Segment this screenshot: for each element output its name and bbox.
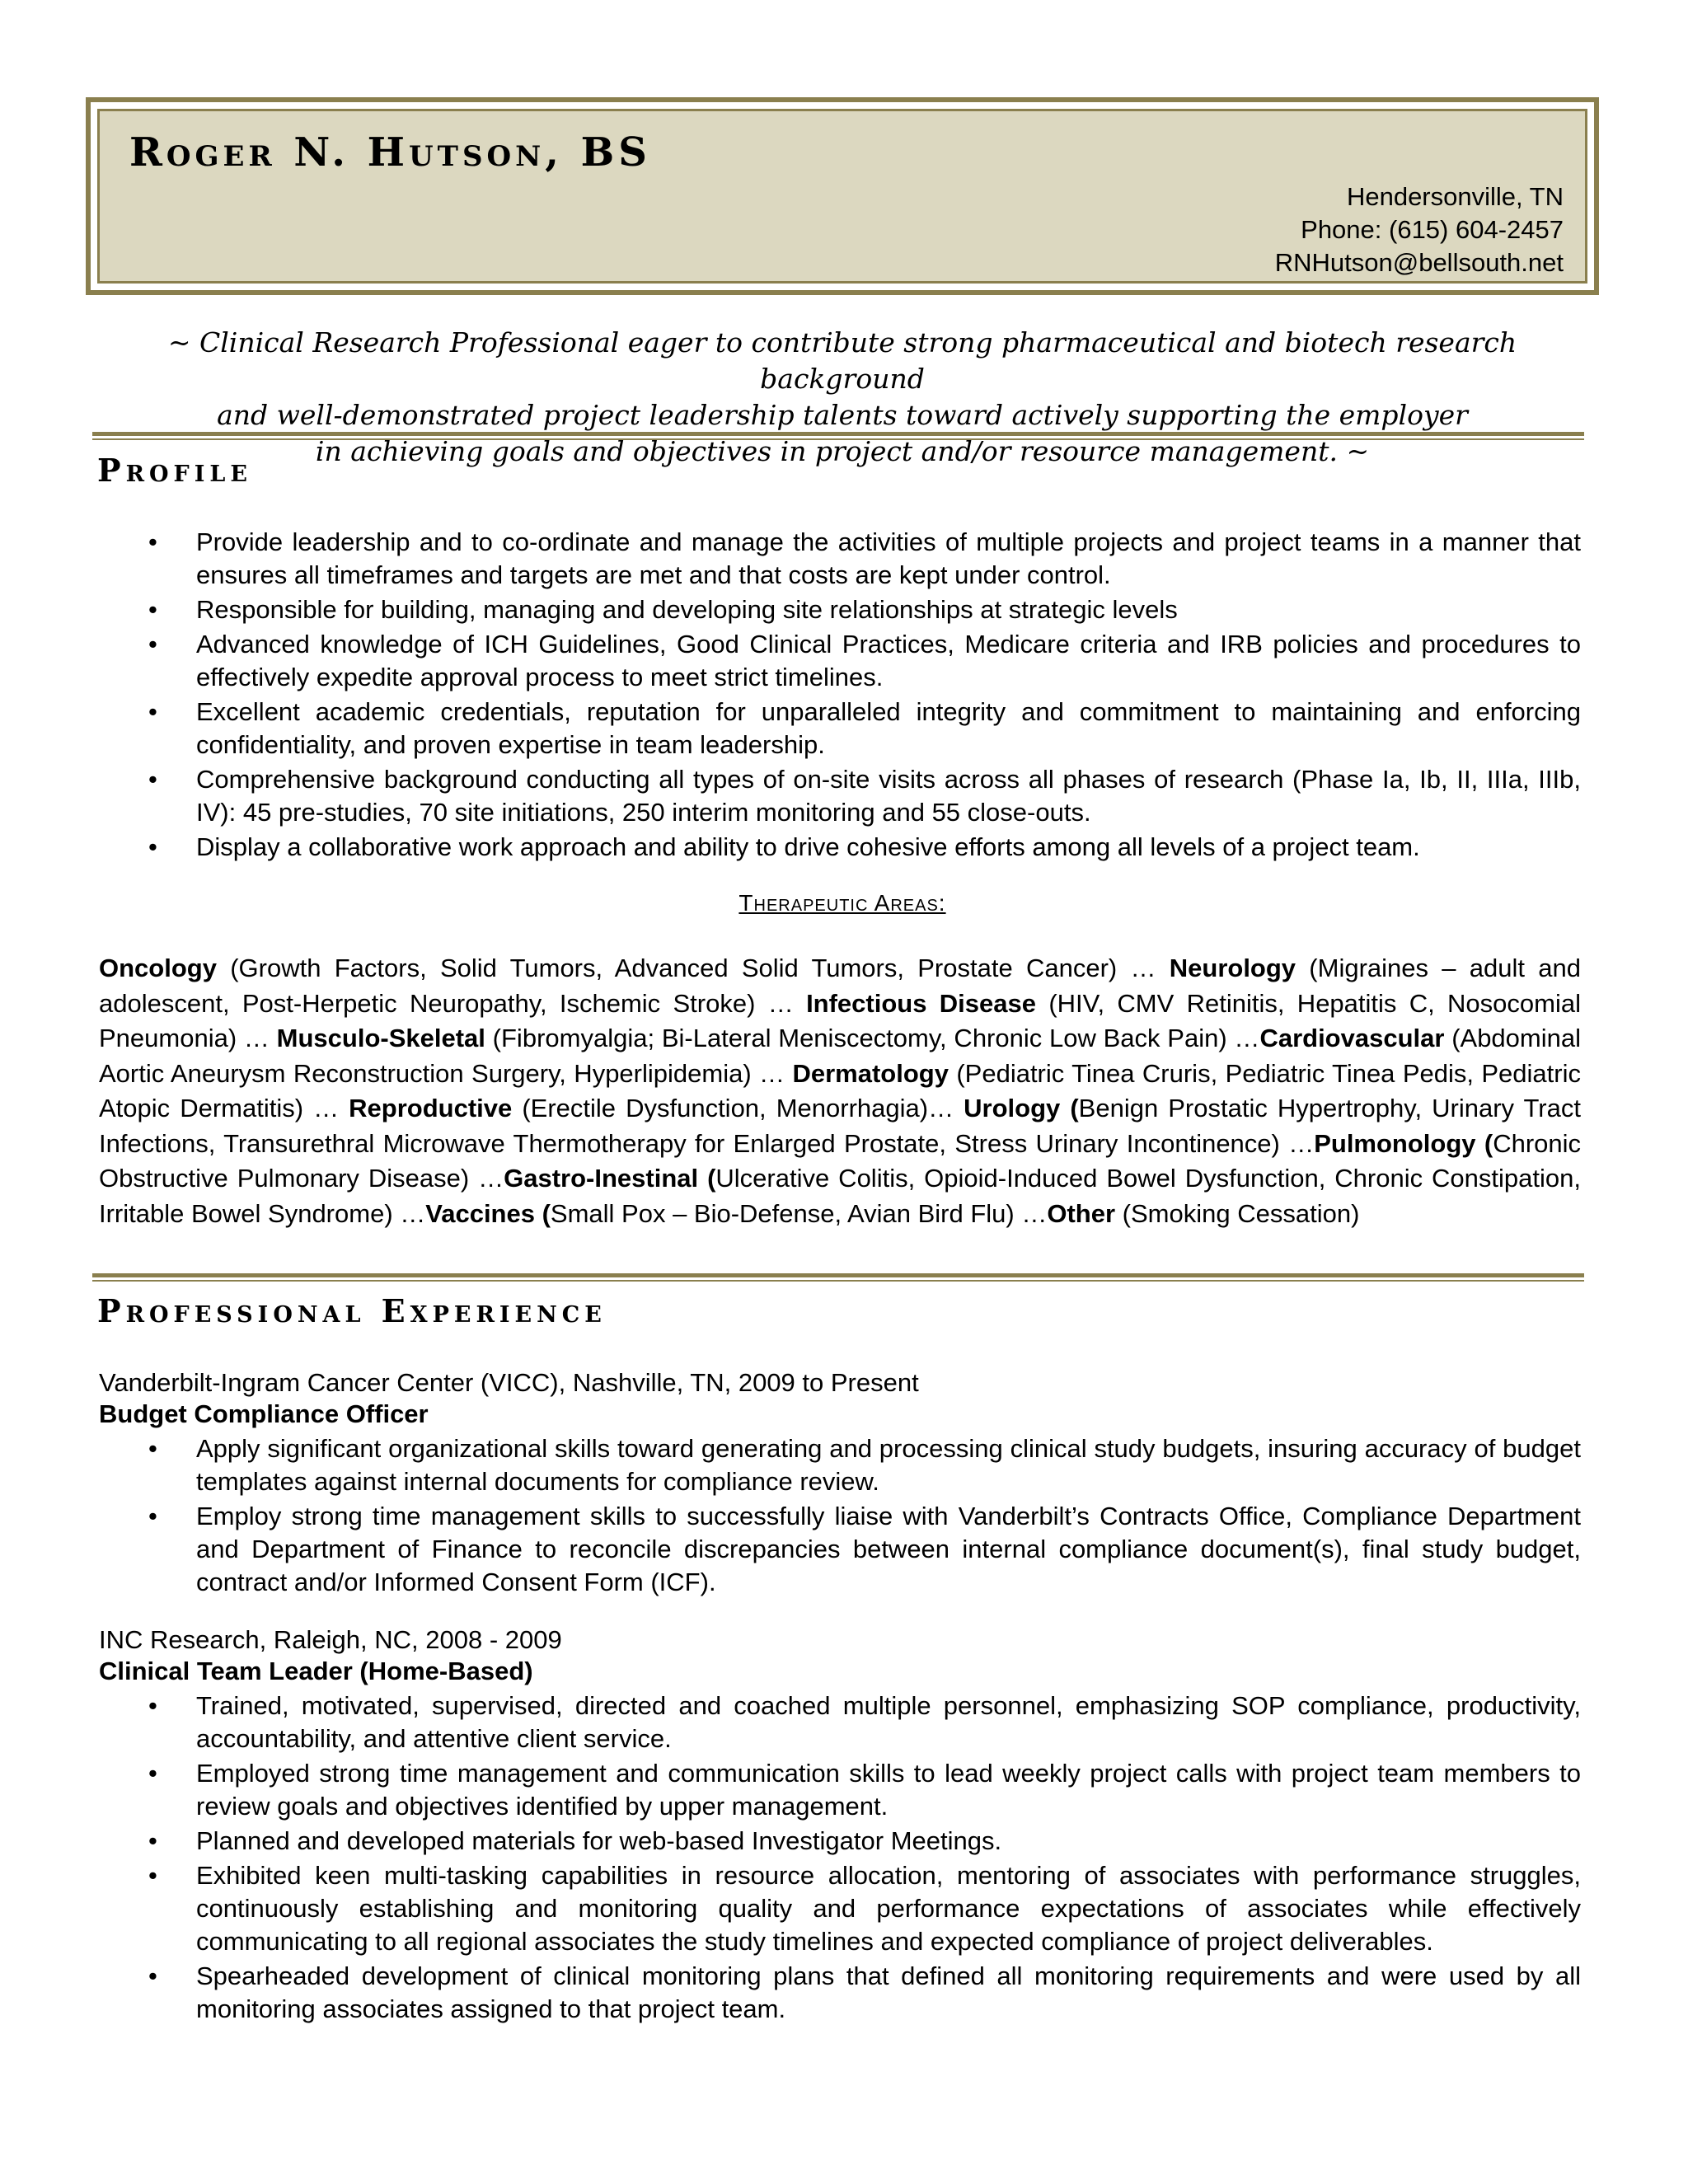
area-detail: (Fibromyalgia; Bi-Lateral Meniscectomy, Chronic Low Back Pain) … [485,1024,1260,1052]
job-bullets [196,1690,1581,2027]
profile-bullet: • Excellent academic credentials, reputation for unparalleled integrity and commitment to maintaining and enforcing confidentiality, and proven expertise in team leadership. [196,696,1581,762]
contact-city: Hendersonville, TN [1346,182,1564,211]
area-name: Dermatology [792,1058,949,1088]
header-inner [97,109,1587,284]
area-detail: (Abdominal Aortic Aneurysm Reconstruction Surgery, Hyperlipidemia) … [99,1024,1581,1088]
header-box [86,97,1599,295]
job-bullet: • Exhibited keen multi-tasking capabilities in resource allocation, mentoring of associates with performance struggles, continuously establishing and monitoring quality and performance expectations of associates while effectively communicating to all regional associates the study timelines and expected compliance of project deliverables. [196,1859,1581,1958]
contact-phone: Phone: (615) 604-2457 [1301,215,1564,244]
section-divider [92,1273,1584,1282]
area-detail: Chronic Obstructive Pulmonary Disease) … [99,1128,1582,1193]
tagline [86,325,1599,470]
area-detail: (Pediatric Tinea Cruris, Pediatric Tinea Pedis, Pediatric Atopic Dermatitis) … [99,1058,1581,1122]
area-name: Pulmonology ( [1314,1128,1493,1158]
area-name: Musculo-Skeletal [276,1024,485,1052]
area-detail: Small Pox – Bio-Defense, Avian Bird Flu) … [550,1198,1048,1228]
therapeutic-areas-paragraph [99,951,1581,1231]
job-bullet: • Spearheaded development of clinical monitoring plans that defined all monitoring requirements and were used by all monitoring associates assigned to that project team. [196,1960,1581,2026]
job-employer: Vanderbilt-Ingram Cancer Center (VICC), Nashville, TN, 2009 to Present [99,1368,919,1397]
tagline-line: and well-demonstrated project leadership talents toward actively supporting the employer [217,399,1468,431]
area-detail: (Growth Factors, Solid Tumors, Advanced Solid Tumors, Prostate Cancer) … [216,954,1170,982]
area-detail: (Smoking Cessation) [1115,1198,1360,1228]
area-detail: (HIV, CMV Retinitis, Hepatitis C, Nosocomial Pneumonia) … [99,988,1581,1052]
area-detail: Benign Prostatic Hypertrophy, Urinary Tract Infections, Transurethral Microwave Thermotherapy for Enlarged Prostate, Stress Urinary Incontinence) … [99,1094,1581,1158]
area-name: Reproductive [349,1094,513,1122]
job-bullet: • Employ strong time management skills to successfully liaise with Vanderbilt’s Contracts Office, Compliance Department and Department of Finance to reconcile discrepancies between internal compliance document(s), final study budget, contract and/or Informed Consent Form (ICF). [196,1500,1581,1599]
area-detail: (Migraines – adult and adolescent, Post-Herpetic Neuropathy, Ischemic Stroke) … [99,954,1581,1018]
therapeutic-areas-heading: Therapeutic Areas: [738,890,946,916]
contact-block [1275,180,1564,279]
profile-bullet: • Display a collaborative work approach and ability to drive cohesive efforts among all levels of a project team. [196,831,1581,864]
profile-list [196,526,1581,865]
profile-bullet: • Provide leadership and to co-ordinate and manage the activities of multiple projects and project teams in a manner that ensures all timeframes and targets are met and that costs are kept under control. [196,526,1581,592]
area-name: Infectious Disease [806,988,1036,1018]
profile-bullet: • Comprehensive background conducting all types of on-site visits across all phases of research (Phase Ia, Ib, II, IIIa, IIIb, IV): 45 pre-studies, 70 site initiations, 250 interim monitoring and 55 close-outs. [196,763,1581,829]
experience-heading: Professional Experience [97,1292,607,1329]
job-bullet: • Planned and developed materials for web-based Investigator Meetings. [196,1825,1581,1858]
area-name: Urology ( [964,1094,1079,1122]
tagline-line: in achieving goals and objectives in project and/or resource management. ~ [315,435,1370,467]
job-employer: INC Research, Raleigh, NC, 2008 - 2009 [99,1625,562,1654]
contact-email[interactable]: RNHutson@bellsouth.net [1274,248,1564,277]
area-detail: (Erectile Dysfunction, Menorrhagia)… [512,1094,964,1122]
job-bullet: • Apply significant organizational skills toward generating and processing clinical study budgets, insuring accuracy of budget templates against internal documents for compliance review. [196,1432,1581,1498]
job-bullets [196,1432,1581,1601]
area-name: Other [1047,1198,1116,1228]
profile-bullet: • Responsible for building, managing and developing site relationships at strategic levels [196,593,1581,626]
area-name: Neurology [1169,954,1296,982]
candidate-name: Roger N. Hutson, BS [129,129,651,176]
area-name: Oncology [99,954,217,982]
job-bullet: • Employed strong time management and communication skills to lead weekly project calls with project team members to review goals and objectives identified by upper management. [196,1757,1581,1823]
tagline-line: ~ Clinical Research Professional eager to contribute strong pharmaceutical and biotech research background [167,326,1517,395]
section-divider [92,432,1584,440]
job-title: Clinical Team Leader (Home-Based) [99,1657,533,1685]
profile-heading: Profile [97,452,252,489]
job-title: Budget Compliance Officer [99,1399,429,1428]
area-name: Cardiovascular [1259,1024,1445,1052]
area-detail: Ulcerative Colitis, Opioid-Induced Bowel Dysfunction, Chronic Constipation, Irritable Bowel Syndrome) … [99,1164,1581,1228]
profile-bullet: • Advanced knowledge of ICH Guidelines, Good Clinical Practices, Medicare criteria and IRB policies and procedures to effectively expedite approval process to meet strict timelines. [196,628,1581,694]
job-bullet: • Trained, motivated, supervised, directed and coached multiple personnel, emphasizing SOP compliance, productivity, accountability, and attentive client service. [196,1690,1581,1755]
area-name: Gastro-Inestinal ( [504,1164,716,1193]
area-name: Vaccines ( [425,1198,551,1228]
